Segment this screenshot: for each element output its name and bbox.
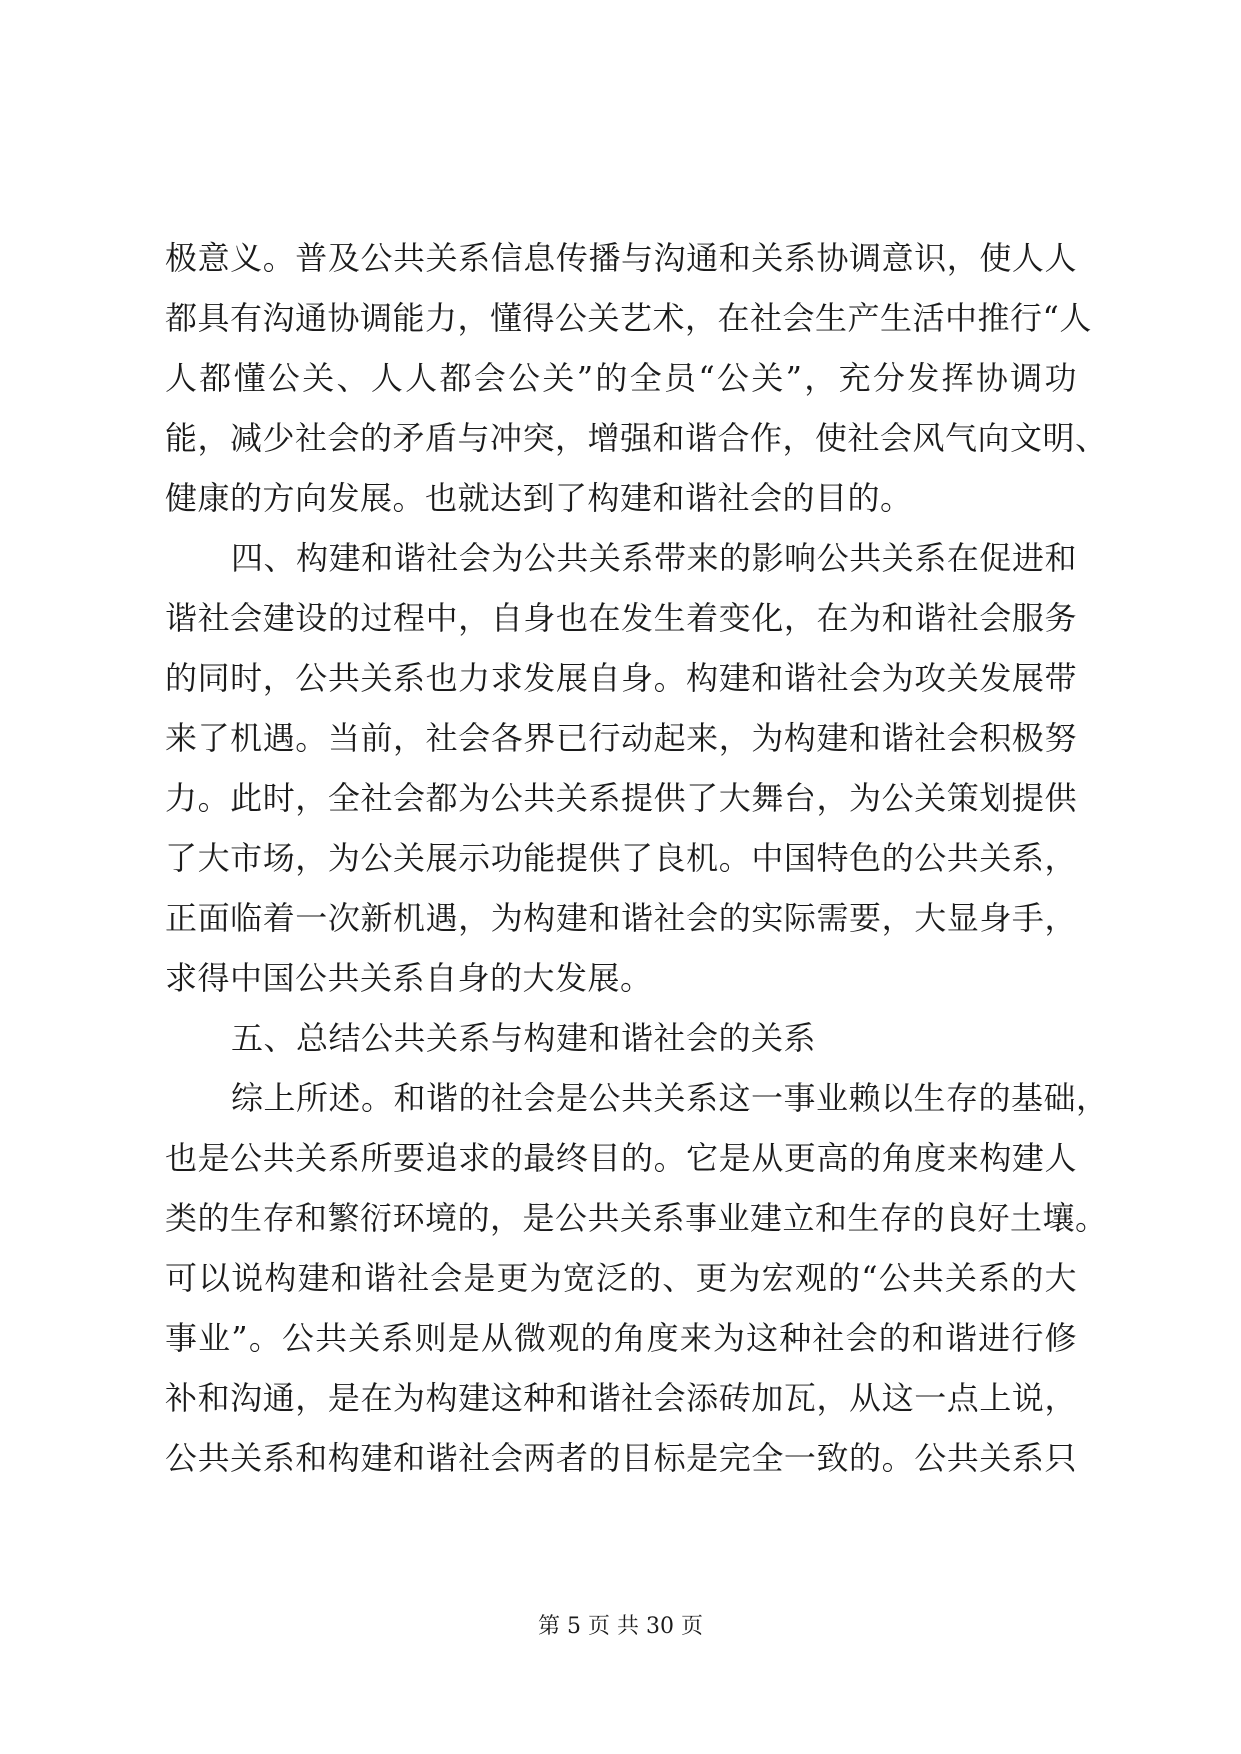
text-line: 极意义。普及公共关系信息传播与沟通和关系协调意识，使人人	[165, 239, 1077, 277]
text-line: 正面临着一次新机遇，为构建和谐社会的实际需要，大显身手，	[165, 899, 1077, 937]
text-line: 公共关系和构建和谐社会两者的目标是完全一致的。公共关系只	[165, 1439, 1077, 1477]
text-line: 类的生存和繁衍环境的，是公共关系事业建立和生存的良好土壤。	[165, 1199, 1108, 1237]
text-line: 力。此时，全社会都为公共关系提供了大舞台，为公关策划提供	[165, 779, 1077, 817]
text-line: 谐社会建设的过程中，自身也在发生着变化，在为和谐社会服务	[165, 599, 1077, 637]
text-line: 能，减少社会的矛盾与冲突，增强和谐合作，使社会风气向文明、	[165, 419, 1108, 457]
text-line: 可以说构建和谐社会是更为宽泛的、更为宏观的“公共关系的大	[165, 1259, 1077, 1297]
text-line: 都具有沟通协调能力，懂得公关艺术，在社会生产生活中推行“人	[165, 299, 1092, 337]
text-line: 来了机遇。当前，社会各界已行动起来，为构建和谐社会积极努	[165, 719, 1077, 757]
body-text	[165, 228, 1109, 1488]
text-line: 健康的方向发展。也就达到了构建和谐社会的目的。	[165, 479, 913, 517]
text-line: 求得中国公共关系自身的大发展。	[165, 959, 653, 997]
text-line: 补和沟通，是在为构建这种和谐社会添砖加瓦，从这一点上说，	[165, 1379, 1077, 1417]
text-line: 综上所述。和谐的社会是公共关系这一事业赖以生存的基础，	[231, 1079, 1109, 1117]
section-4-heading-line: 四、构建和谐社会为公共关系带来的影响公共关系在促进和	[231, 539, 1077, 577]
page-footer: 第 5 页 共 30 页	[538, 1614, 703, 1639]
text-line: 也是公共关系所要追求的最终目的。它是从更高的角度来构建人	[165, 1139, 1077, 1177]
text-line: 人都懂公关、人人都会公关”的全员“公关”，充分发挥协调功	[165, 359, 1077, 397]
text-line: 的同时，公共关系也力求发展自身。构建和谐社会为攻关发展带	[165, 659, 1077, 697]
text-line: 事业”。公共关系则是从微观的角度来为这种社会的和谐进行修	[165, 1319, 1077, 1357]
text-line: 了大市场，为公关展示功能提供了良机。中国特色的公共关系，	[165, 839, 1077, 877]
section-5-heading: 五、总结公共关系与构建和谐社会的关系	[231, 1019, 817, 1057]
